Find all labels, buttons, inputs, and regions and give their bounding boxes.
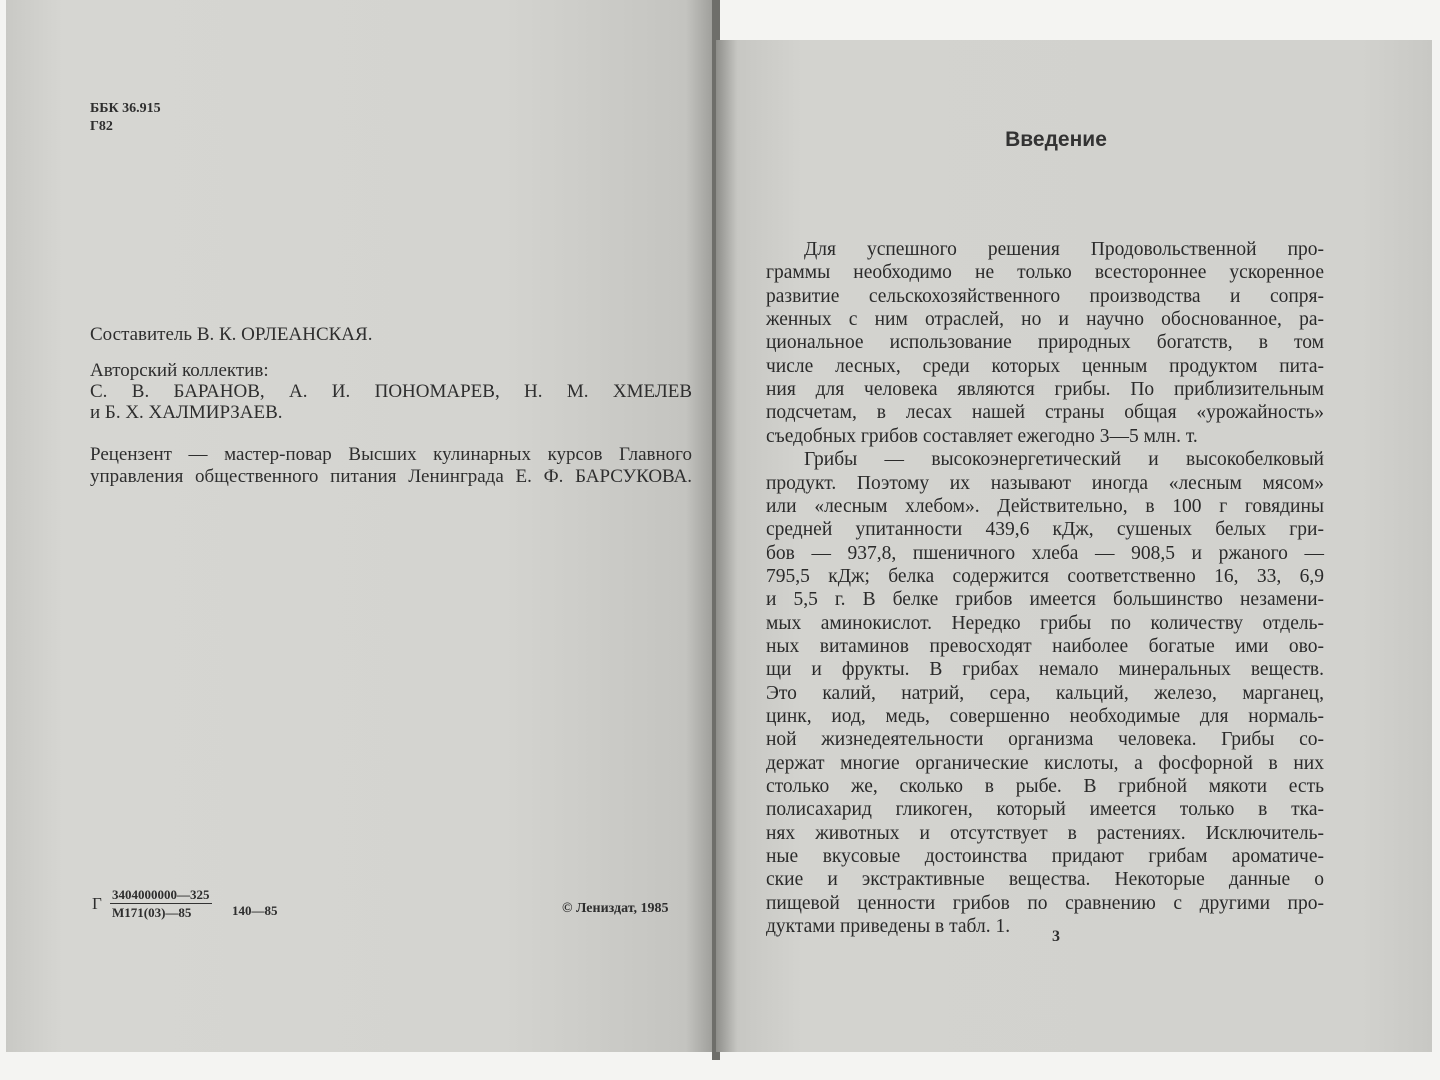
compiler: Составитель В. К. ОРЛЕАНСКАЯ. — [90, 324, 373, 345]
left-page — [6, 0, 714, 1052]
index-fraction — [110, 886, 212, 921]
chapter-title: Введение — [1005, 128, 1107, 151]
bbk-code: ББК 36.915 — [90, 101, 161, 116]
text-line: ной жизнедеятельности организма человека. Грибы со- — [766, 729, 1324, 751]
text-line: продукт. Поэтому их называют иногда «лесным мясом» — [766, 472, 1324, 494]
text-line: ские и экстрактивные вещества. Некоторые данные о — [766, 869, 1324, 891]
text-line: ния для человека являются грибы. По приблизительным — [766, 379, 1324, 401]
text-line: Это калий, натрий, сера, кальций, железо, марганец, — [766, 682, 1324, 704]
text-line: и 5,5 г. В белке грибов имеется большинство незамени- — [766, 589, 1324, 611]
text-line: съедобных грибов составляет ежегодно 3—5 млн. т. — [766, 425, 1198, 447]
text-line: подсчетам, в лесах нашей страны общая «урожайность» — [766, 402, 1324, 424]
authors-line: С. В. БАРАНОВ, А. И. ПОНОМАРЕВ, Н. М. ХМЕЛЕВ — [90, 381, 692, 402]
text-line: ных витаминов превосходят наиболее богатые ими ово- — [766, 635, 1324, 657]
text-line: держат многие органические кислоты, а фосфорной в них — [766, 752, 1324, 774]
text-line: 795,5 кДж; белка содержится соответственно 16, 33, 6,9 — [766, 565, 1324, 587]
text-line: циональное использование природных богатств, в том — [766, 332, 1324, 354]
text-line: развитие сельскохозяйственного производства и сопря- — [766, 285, 1324, 307]
text-line: числе лесных, среди которых ценным продуктом пита- — [766, 355, 1324, 377]
index-denominator: М171(03)—85 — [112, 905, 192, 920]
reviewer-line: управления общественного питания Ленинграда Е. Ф. БАРСУКОВА. — [90, 466, 692, 487]
page-number: 3 — [1052, 928, 1060, 945]
index-letter: Г — [92, 894, 102, 913]
authors-line: и Б. Х. ХАЛМИРЗАЕВ. — [90, 402, 283, 423]
index-numerator: 3404000000—325 — [112, 887, 210, 902]
text-line: средней упитанности 439,6 кДж, сушеных белых гри- — [766, 519, 1324, 541]
text-line: женных с ним отраслей, но и научно обоснованное, ра- — [766, 309, 1324, 331]
author-mark: Г82 — [90, 119, 113, 134]
text-line: Грибы — высокоэнергетический и высокобелковый — [804, 449, 1324, 471]
text-line: цинк, иод, медь, совершенно необходимые для нормаль- — [766, 706, 1324, 727]
text-line: пищевой ценности грибов по сравнению с другими про- — [766, 892, 1324, 914]
text-line: столько же, сколько в рыбе. В грибной мякоти есть — [766, 776, 1324, 798]
text-line: нях животных и отсутствует в растениях. Исключитель- — [766, 822, 1324, 844]
authors-label: Авторский коллектив: — [90, 360, 269, 381]
reviewer-line: Рецензент — мастер-повар Высших кулинарных курсов Главного — [90, 444, 692, 465]
right-page — [716, 40, 1432, 1052]
text-line: или «лесным хлебом». Действительно, в 100 г говядины — [766, 495, 1324, 517]
index-suffix: 140—85 — [232, 903, 278, 918]
text-line: ные вкусовые достоинства придают грибам ароматиче- — [766, 846, 1324, 868]
text-line: Для успешного решения Продовольственной про- — [804, 239, 1324, 260]
text-line: граммы необходимо не только всестороннее ускоренное — [766, 262, 1324, 284]
text-line: дуктами приведены в табл. 1. — [766, 916, 1011, 938]
copyright: © Лениздат, 1985 — [562, 901, 669, 916]
text-line: бов — 937,8, пшеничного хлеба — 908,5 и ржаного — — [766, 542, 1324, 564]
text-line: полисахарид гликоген, который имеется только в тка- — [766, 799, 1324, 821]
text-line: мых аминокислот. Нередко грибы по количеству отдель- — [766, 612, 1324, 634]
text-line: щи и фрукты. В грибах немало минеральных веществ. — [766, 659, 1324, 681]
